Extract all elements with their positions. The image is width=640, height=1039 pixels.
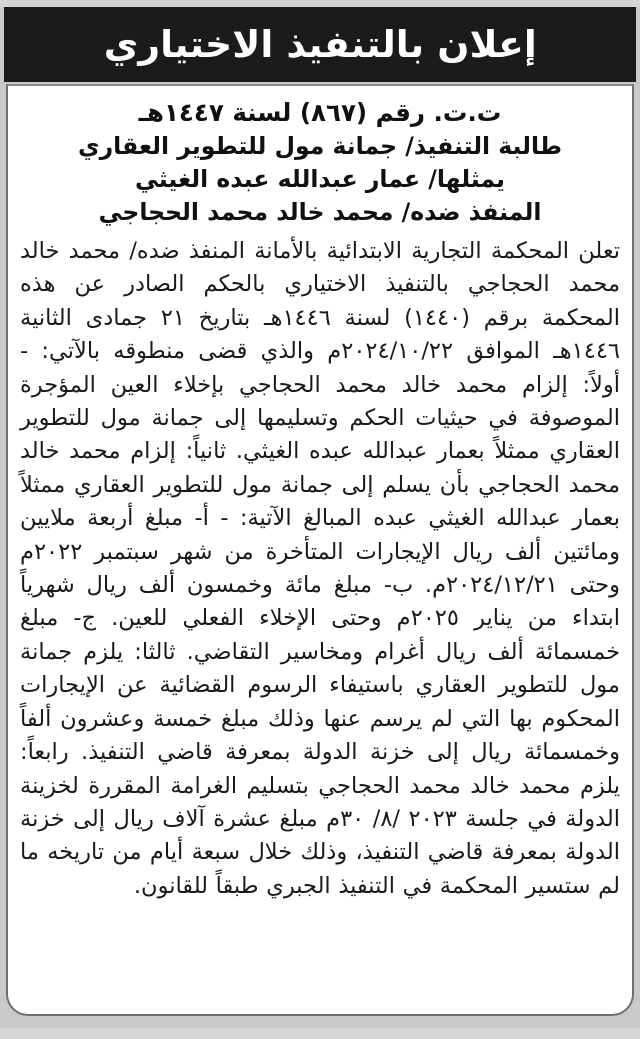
representative-line: يمثلها/ عمار عبدالله عبده الغيثي: [134, 165, 506, 193]
notice-body: [20, 235, 620, 903]
creditor-line: طالبة التنفيذ/ جمانة مول للتطوير العقاري: [78, 132, 562, 160]
top-margin-strip: [0, 0, 640, 7]
announcement-banner: [4, 7, 636, 82]
notice-card: [6, 84, 634, 1016]
banner-title: إعلان بالتنفيذ الاختياري: [103, 23, 537, 66]
debtor-line: المنفذ ضده/ محمد خالد محمد الحجاجي: [98, 198, 542, 226]
case-number-line: ت.ت. رقم (٨٦٧) لسنة ١٤٤٧هـ: [138, 98, 502, 127]
notice-body-paragraph: تعلن المحكمة التجارية الابتدائية بالأمانة المنفذ ضده/ محمد خالد محمد الحجاجي بالتنفيذ الاختياري بالحكم الصادر عن هذه المحكمة برقم (١٤٤٠) لسنة ١٤٤٦هـ بتاريخ ٢١ جمادى الثانية ١٤٤٦هـ الموافق ٢٠٢٤/١٠/٢٢م والذي قضى منطوقه بالآتي: - أولاً: إلزام محمد خالد محمد الحجاجي بإخلاء العين المؤجرة الموصوفة في حيثيات الحكم وتسليمها إلى جمانة مول للتطوير العقاري ممثلاً بعمار عبدالله عبده الغيثي. ثانياً: إلزام محمد خالد محمد الحجاجي بأن يسلم إلى جمانة مول للتطوير العقاري ممثلاً بعمار عبدالله الغيثي عبده المبالغ الآتية: - أ- مبلغ أربعة ملايين ومائتين ألف ريال الإيجارات المتأخرة من شهر سبتمبر ٢٠٢٢م وحتى ٢٠٢٤/١٢/٢١م. ب- مبلغ مائة وخمسون ألف ريال شهرياً ابتداء من يناير ٢٠٢٥م وحتى الإخلاء الفعلي للعين. ج- مبلغ خمسمائة ألف ريال أغرام ومخاسير التقاضي. ثالثا: يلزم جمانة مول للتطوير العقاري باستيفاء الرسوم القضائية عن الإيجارات المحكوم بها التي لم يرسم عنها وذلك مبلغ خمسة وعشرون ألفاً وخمسمائة ريال إلى خزنة الدولة بمعرفة قاضي التنفيذ. رابعاً: يلزم محمد خالد محمد الحجاجي بتسليم الغرامة المقررة لخزينة الدولة في جلسة ٢٠٢٣ /٨/ ٣٠م مبلغ عشرة آلاف ريال إلى خزنة الدولة بمعرفة قاضي التنفيذ، وذلك خلال سبعة أيام من تاريخه ما لم ستسير المحكمة في التنفيذ الجبري طبقاً للقانون.: [20, 238, 621, 899]
bottom-light-strip: [0, 1028, 640, 1039]
notice-headings: [20, 96, 620, 229]
bottom-margin-strip: [0, 1016, 640, 1039]
